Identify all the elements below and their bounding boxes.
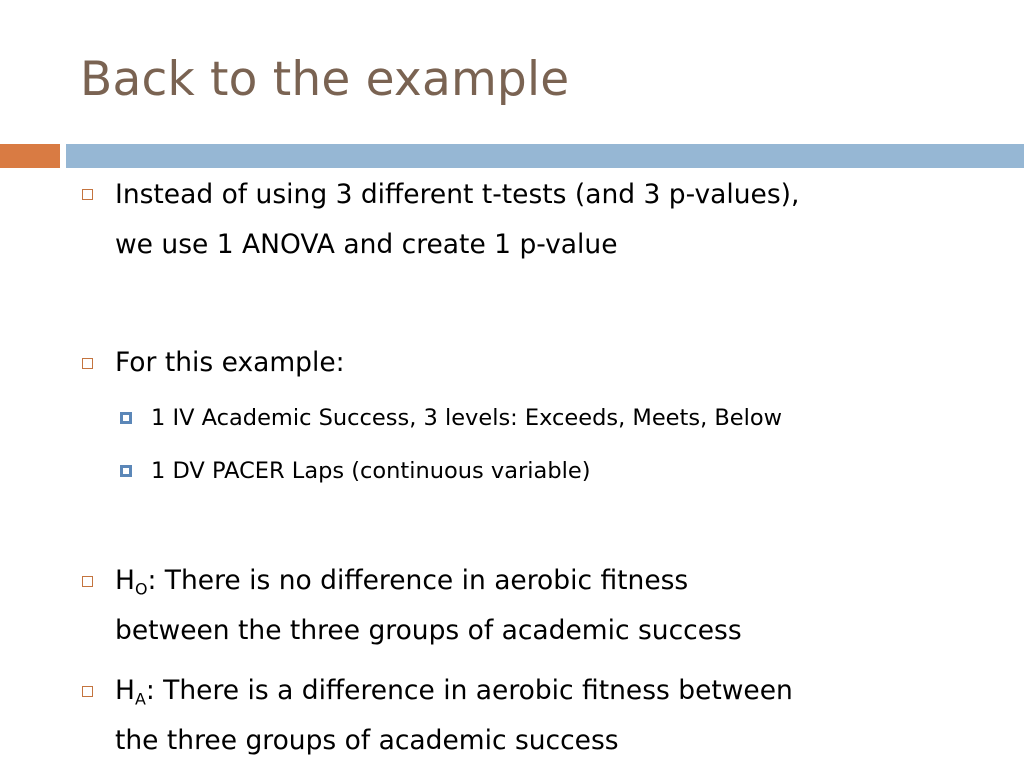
hypothesis-symbol: H [115, 565, 135, 596]
hypothesis-text: : There is a difference in aerobic fitness between [145, 675, 793, 706]
hypothesis-symbol: H [115, 675, 135, 706]
bullet-text-line: we use 1 ANOVA and create 1 p-value [115, 229, 618, 260]
hypothesis-subscript: O [134, 579, 148, 599]
sub-bullet-text: 1 IV Academic Success, 3 levels: Exceeds, Meets, Below [151, 405, 783, 431]
slide-title: Back to the example [80, 52, 570, 107]
bullet-text-line: the three groups of academic success [115, 725, 619, 756]
bullet-text-line: For this example: [115, 347, 345, 378]
bullet-square-icon [82, 358, 93, 369]
bullet-text-line: Instead of using 3 different t-tests (and 3 p-values), [115, 179, 800, 210]
hypothesis-null-line [115, 556, 688, 606]
bullet-square-icon [82, 189, 93, 200]
accent-bar-orange [0, 144, 60, 168]
sub-bullet-text: 1 DV PACER Laps (continuous variable) [151, 458, 591, 484]
accent-bar-blue [66, 144, 1024, 168]
hypothesis-alt-line [115, 666, 793, 716]
sub-bullet-square-icon [120, 465, 132, 477]
bullet-text-line: between the three groups of academic success [115, 615, 742, 646]
sub-bullet-square-icon [120, 412, 132, 424]
hypothesis-text: : There is no difference in aerobic fitness [147, 565, 689, 596]
bullet-square-icon [82, 686, 93, 697]
hypothesis-subscript: A [134, 689, 146, 709]
bullet-square-icon [82, 576, 93, 587]
